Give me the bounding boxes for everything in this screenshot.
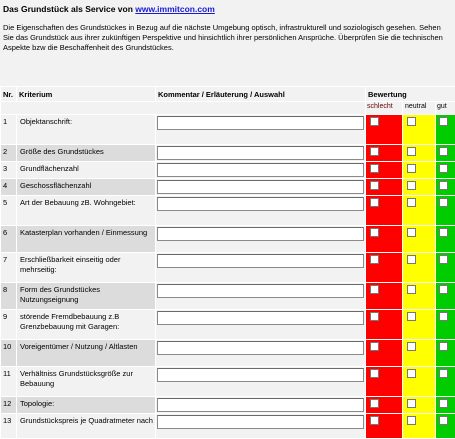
row-number: 12 bbox=[1, 397, 17, 414]
checkbox-schlecht[interactable] bbox=[370, 255, 379, 264]
col-bewertung-header: Bewertung bbox=[366, 87, 455, 102]
checkbox-gut[interactable] bbox=[439, 228, 448, 237]
checkbox-gut[interactable] bbox=[439, 164, 448, 173]
rating-cell-gut bbox=[436, 414, 455, 439]
rating-cell-neutral bbox=[403, 145, 436, 162]
criterion-label: störende Fremdbebauung z.B Grenzbebauung mit Garagen: bbox=[17, 310, 156, 340]
col-kriterium-header: Kriterium bbox=[17, 87, 156, 102]
checkbox-schlecht[interactable] bbox=[370, 312, 379, 321]
criterion-label: Verhältniss Grundstücksgröße zur Bebauung bbox=[17, 367, 156, 397]
row-number: 5 bbox=[1, 196, 17, 226]
rating-cell-gut bbox=[436, 179, 455, 196]
criterion-label: Objektanschrift: bbox=[17, 115, 156, 145]
rating-cell-gut bbox=[436, 226, 455, 253]
row-number: 1 bbox=[1, 115, 17, 145]
comment-cell bbox=[156, 115, 366, 145]
comment-input[interactable] bbox=[157, 398, 364, 412]
comment-cell bbox=[156, 283, 366, 310]
rating-cell-gut bbox=[436, 115, 455, 145]
table-row bbox=[1, 179, 455, 196]
comment-input[interactable] bbox=[157, 227, 364, 241]
table-row bbox=[1, 196, 455, 226]
rating-cell-gut bbox=[436, 283, 455, 310]
rating-cell-neutral bbox=[403, 253, 436, 283]
rating-cell-gut bbox=[436, 145, 455, 162]
col-kommentar-header: Kommentar / Erläuterung / Auswahl bbox=[156, 87, 366, 102]
checkbox-schlecht[interactable] bbox=[370, 164, 379, 173]
rating-cell-neutral bbox=[403, 310, 436, 340]
rating-label-gut: gut bbox=[436, 102, 455, 115]
rating-cell-neutral bbox=[403, 226, 436, 253]
rating-cell-neutral bbox=[403, 414, 436, 439]
rating-cell-gut bbox=[436, 310, 455, 340]
checkbox-gut[interactable] bbox=[439, 399, 448, 408]
intro-text: Die Eigenschaften des Grundstückes in Bezug auf die nächste Umgebung optisch, infrastrukturell und soziologisch gesehen. Sehen Sie das Grundstück aus ihrer zukünftigen Perspektive und hinsichtlich ihrer persönlichen Ansprüche. Überprüfen Sie die technischen Aspekte bzw die Beschaffenheit des Grundstückes. bbox=[3, 23, 451, 53]
rating-label-neutral: neutral bbox=[403, 102, 436, 115]
rating-cell-schlecht bbox=[366, 283, 403, 310]
rating-cell-schlecht bbox=[366, 179, 403, 196]
comment-input[interactable] bbox=[157, 180, 364, 194]
header bbox=[0, 0, 455, 86]
rating-cell-neutral bbox=[403, 115, 436, 145]
comment-input[interactable] bbox=[157, 197, 364, 211]
rating-cell-neutral bbox=[403, 162, 436, 179]
subheader-spacer bbox=[1, 102, 366, 115]
comment-input[interactable] bbox=[157, 254, 364, 268]
table-row bbox=[1, 226, 455, 253]
comment-input[interactable] bbox=[157, 146, 364, 160]
table-row bbox=[1, 340, 455, 367]
row-number: 9 bbox=[1, 310, 17, 340]
criterion-label: Topologie: bbox=[17, 397, 156, 414]
checkbox-gut[interactable] bbox=[439, 312, 448, 321]
comment-cell bbox=[156, 179, 366, 196]
checkbox-gut[interactable] bbox=[439, 285, 448, 294]
checkbox-neutral[interactable] bbox=[407, 147, 416, 156]
rating-label-schlecht: schlecht bbox=[366, 102, 403, 115]
rating-cell-gut bbox=[436, 397, 455, 414]
checkbox-neutral[interactable] bbox=[407, 369, 416, 378]
checkbox-neutral[interactable] bbox=[407, 228, 416, 237]
table-row bbox=[1, 367, 455, 397]
col-nr-header: Nr. bbox=[1, 87, 17, 102]
rating-cell-neutral bbox=[403, 179, 436, 196]
comment-cell bbox=[156, 145, 366, 162]
checkbox-gut[interactable] bbox=[439, 147, 448, 156]
criterion-label: Form des Grundstückes Nutzungseignung bbox=[17, 283, 156, 310]
rating-cell-schlecht bbox=[366, 145, 403, 162]
checkbox-schlecht[interactable] bbox=[370, 285, 379, 294]
rating-cell-schlecht bbox=[366, 367, 403, 397]
checkbox-neutral[interactable] bbox=[407, 198, 416, 207]
row-number: 3 bbox=[1, 162, 17, 179]
checkbox-schlecht[interactable] bbox=[370, 228, 379, 237]
row-number: 6 bbox=[1, 226, 17, 253]
rating-cell-neutral bbox=[403, 196, 436, 226]
checkbox-schlecht[interactable] bbox=[370, 198, 379, 207]
criterion-label: Katasterplan vorhanden / Einmessung bbox=[17, 226, 156, 253]
table-row bbox=[1, 283, 455, 310]
rating-cell-neutral bbox=[403, 283, 436, 310]
title-prefix: Das Grundstück als Service von bbox=[3, 4, 133, 14]
row-number: 4 bbox=[1, 179, 17, 196]
criterion-label: Grundstückspreis je Quadratmeter nach bbox=[17, 414, 156, 439]
rating-cell-schlecht bbox=[366, 162, 403, 179]
checkbox-neutral[interactable] bbox=[407, 312, 416, 321]
criterion-label: Art der Bebauung zB. Wohngebiet: bbox=[17, 196, 156, 226]
comment-input[interactable] bbox=[157, 116, 364, 130]
page-title bbox=[3, 4, 451, 14]
checkbox-neutral[interactable] bbox=[407, 399, 416, 408]
rating-cell-gut bbox=[436, 253, 455, 283]
table-row bbox=[1, 162, 455, 179]
rating-cell-schlecht bbox=[366, 414, 403, 439]
comment-input[interactable] bbox=[157, 163, 364, 177]
comment-input[interactable] bbox=[157, 415, 364, 429]
checkbox-neutral[interactable] bbox=[407, 285, 416, 294]
table-row bbox=[1, 414, 455, 439]
checkbox-schlecht[interactable] bbox=[370, 181, 379, 190]
checkbox-gut[interactable] bbox=[439, 198, 448, 207]
table-row bbox=[1, 397, 455, 414]
rating-cell-gut bbox=[436, 162, 455, 179]
criterion-label: Größe des Grundstückes bbox=[17, 145, 156, 162]
comment-cell bbox=[156, 414, 366, 439]
table-row bbox=[1, 115, 455, 145]
checkbox-schlecht[interactable] bbox=[370, 342, 379, 351]
row-number: 8 bbox=[1, 283, 17, 310]
criterion-label: Grundflächenzahl bbox=[17, 162, 156, 179]
row-number: 11 bbox=[1, 367, 17, 397]
comment-input[interactable] bbox=[157, 311, 364, 325]
checkbox-neutral[interactable] bbox=[407, 117, 416, 126]
rating-cell-neutral bbox=[403, 367, 436, 397]
row-number: 13 bbox=[1, 414, 17, 439]
table-row bbox=[1, 310, 455, 340]
table-row bbox=[1, 145, 455, 162]
rating-cell-gut bbox=[436, 367, 455, 397]
row-number: 10 bbox=[1, 340, 17, 367]
checkbox-gut[interactable] bbox=[439, 117, 448, 126]
row-number: 7 bbox=[1, 253, 17, 283]
checkbox-gut[interactable] bbox=[439, 181, 448, 190]
checkbox-neutral[interactable] bbox=[407, 342, 416, 351]
rating-cell-neutral bbox=[403, 397, 436, 414]
rating-cell-neutral bbox=[403, 340, 436, 367]
website-link[interactable]: www.immitcon.com bbox=[135, 4, 215, 14]
checkbox-gut[interactable] bbox=[439, 342, 448, 351]
checkbox-gut[interactable] bbox=[439, 255, 448, 264]
checkbox-neutral[interactable] bbox=[407, 181, 416, 190]
comment-cell bbox=[156, 196, 366, 226]
rating-cell-schlecht bbox=[366, 340, 403, 367]
comment-cell bbox=[156, 310, 366, 340]
rating-cell-schlecht bbox=[366, 226, 403, 253]
rating-cell-schlecht bbox=[366, 196, 403, 226]
rating-cell-gut bbox=[436, 196, 455, 226]
criterion-label: Erschließbarkeit einseitig oder mehrseitig: bbox=[17, 253, 156, 283]
table-row bbox=[1, 253, 455, 283]
checkbox-schlecht[interactable] bbox=[370, 117, 379, 126]
rating-cell-schlecht bbox=[366, 397, 403, 414]
comment-cell bbox=[156, 367, 366, 397]
comment-cell bbox=[156, 162, 366, 179]
checkbox-schlecht[interactable] bbox=[370, 399, 379, 408]
comment-cell bbox=[156, 253, 366, 283]
comment-input[interactable] bbox=[157, 341, 364, 355]
comment-cell bbox=[156, 397, 366, 414]
row-number: 2 bbox=[1, 145, 17, 162]
criteria-table bbox=[0, 86, 455, 439]
checkbox-neutral[interactable] bbox=[407, 255, 416, 264]
rating-cell-schlecht bbox=[366, 115, 403, 145]
checkbox-gut[interactable] bbox=[439, 369, 448, 378]
comment-cell bbox=[156, 226, 366, 253]
rating-cell-schlecht bbox=[366, 253, 403, 283]
comment-input[interactable] bbox=[157, 284, 364, 298]
comment-cell bbox=[156, 340, 366, 367]
checkbox-schlecht[interactable] bbox=[370, 147, 379, 156]
rating-cell-gut bbox=[436, 340, 455, 367]
criterion-label: Geschossflächenzahl bbox=[17, 179, 156, 196]
rating-cell-schlecht bbox=[366, 310, 403, 340]
checkbox-schlecht[interactable] bbox=[370, 369, 379, 378]
criterion-label: Voreigentümer / Nutzung / Altlasten bbox=[17, 340, 156, 367]
comment-input[interactable] bbox=[157, 368, 364, 382]
checkbox-neutral[interactable] bbox=[407, 164, 416, 173]
